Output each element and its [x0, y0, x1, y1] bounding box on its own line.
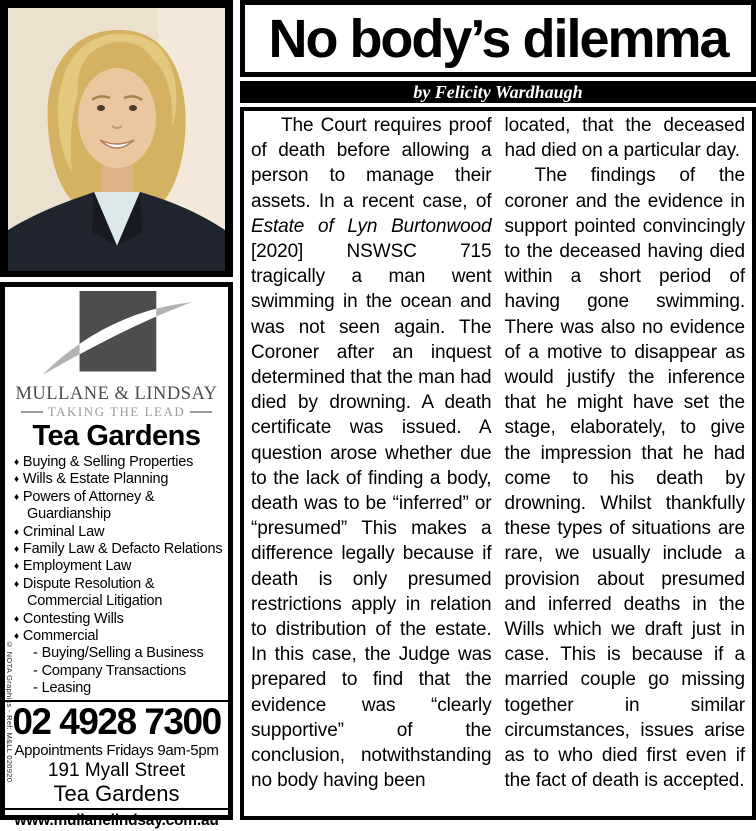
diamond-bullet-icon: ♦: [14, 544, 19, 556]
firm-logo: [5, 291, 228, 384]
service-label: Dispute Resolution & Commercial Litigation: [22, 575, 163, 610]
service-item: [14, 611, 224, 628]
article-byline: by Felicity Wardhaugh: [413, 81, 583, 102]
service-label: Powers of Attorney & Guardianship: [22, 488, 155, 523]
article-column: [505, 113, 746, 814]
diamond-bullet-icon: ♦: [14, 578, 19, 590]
eye: [97, 105, 105, 111]
tagline-dash: [190, 411, 212, 413]
service-label: Buying & Selling Properties: [22, 454, 194, 470]
diamond-bullet-icon: ♦: [14, 457, 19, 468]
service-item: [14, 558, 224, 575]
service-label: Leasing: [41, 680, 92, 697]
service-label: Wills & Estate Planning: [22, 471, 169, 488]
service-item: [14, 471, 224, 488]
brand-name: MULLANE & LINDSAY: [15, 384, 218, 404]
address-street: 191 Myall Street: [47, 759, 186, 781]
diamond-bullet-icon: ♦: [14, 526, 19, 538]
address-town: Tea Gardens: [53, 780, 180, 806]
eye: [129, 105, 137, 111]
printer-credit: © NOTA Graphics - Ref: M&LL 020920: [5, 640, 14, 783]
article-body: [240, 107, 756, 820]
service-item: [14, 454, 224, 471]
service-item: [14, 680, 224, 697]
dash-marker: -: [33, 645, 38, 662]
diamond-bullet-icon: ♦: [14, 561, 19, 573]
diamond-bullet-icon: ♦: [14, 474, 19, 486]
website-url: www.mullanelindsay.com.au: [5, 808, 228, 831]
service-item: [14, 628, 224, 645]
diamond-bullet-icon: ♦: [14, 613, 19, 625]
diamond-bullet-icon: ♦: [14, 491, 19, 503]
service-label: Contesting Wills: [22, 610, 124, 627]
article-column: [251, 113, 492, 814]
service-item: [14, 541, 224, 558]
article-headline: No body’s dilemma: [268, 8, 728, 69]
appointments-note: Appointments Fridays 9am-5pm: [14, 741, 219, 759]
article-paragraph: The Court requires proof of death before allowing a person to manage their assets. In a recent case, of Estate of Lyn Burtonwood [2020] NSWSC 715 tragically a man went swimming in the ocean and was not seen again. The Coroner after an inquest determined that the man had died by drowning. A death certificate was issued. A question arose whether due to the lack of finding a body, death was to be “inferred” or “presumed” This makes a difference legally because if death is only presumed restrictions apply in relation to distribution of the estate. In this case, the Judge was prepared to find that the evidence was “clearly supportive” of the conclusion, notwithstanding no body having been: [251, 115, 492, 792]
article-paragraph: The findings of the coroner and the evidence in support pointed convincingly to the deceased having died within a short period of having gone swimming. There was also no evidence of a motive to disappear as would justify the inference that he might have set the stage, elaborately, to give the impression that he had come to his death by drowning. Whilst thankfully these types of situations are rare, we usually include a provision about presumed and inferred deaths in the Wills which we draft just in case. This is because if a married couple go missing together in similar circumstances, issues arise as to who died first even if the fact of death is accepted.: [504, 165, 745, 792]
service-label: Company Transactions: [41, 662, 186, 679]
service-label: Buying/Selling a Business: [41, 645, 204, 662]
location-heading: Tea Gardens: [32, 420, 201, 452]
dash-marker: -: [33, 662, 38, 679]
portrait-photo: [8, 8, 225, 271]
brand-tagline: [5, 404, 228, 419]
services-list: [5, 454, 228, 698]
headline-box: [240, 0, 756, 77]
service-item: [14, 645, 224, 662]
service-label: Family Law & Defacto Relations: [22, 541, 223, 558]
tagline-text: TAKING THE LEAD: [47, 403, 186, 419]
firm-info-panel: [0, 282, 233, 829]
service-label: Criminal Law: [22, 523, 105, 540]
diamond-bullet-icon: ♦: [14, 631, 19, 643]
service-item: [14, 489, 224, 524]
article-paragraph: located, that the deceased had died on a particular day.: [504, 115, 745, 162]
byline-bar: [240, 81, 756, 103]
service-label: Commercial: [22, 628, 99, 645]
service-item: [14, 524, 224, 541]
service-item: [14, 576, 224, 611]
phone-number: 02 4928 7300: [5, 700, 228, 742]
photo-frame: [0, 0, 233, 277]
tagline-dash: [21, 411, 43, 413]
face: [78, 68, 156, 168]
service-item: [14, 663, 224, 680]
dash-marker: -: [33, 680, 38, 697]
service-label: Employment Law: [22, 558, 132, 575]
